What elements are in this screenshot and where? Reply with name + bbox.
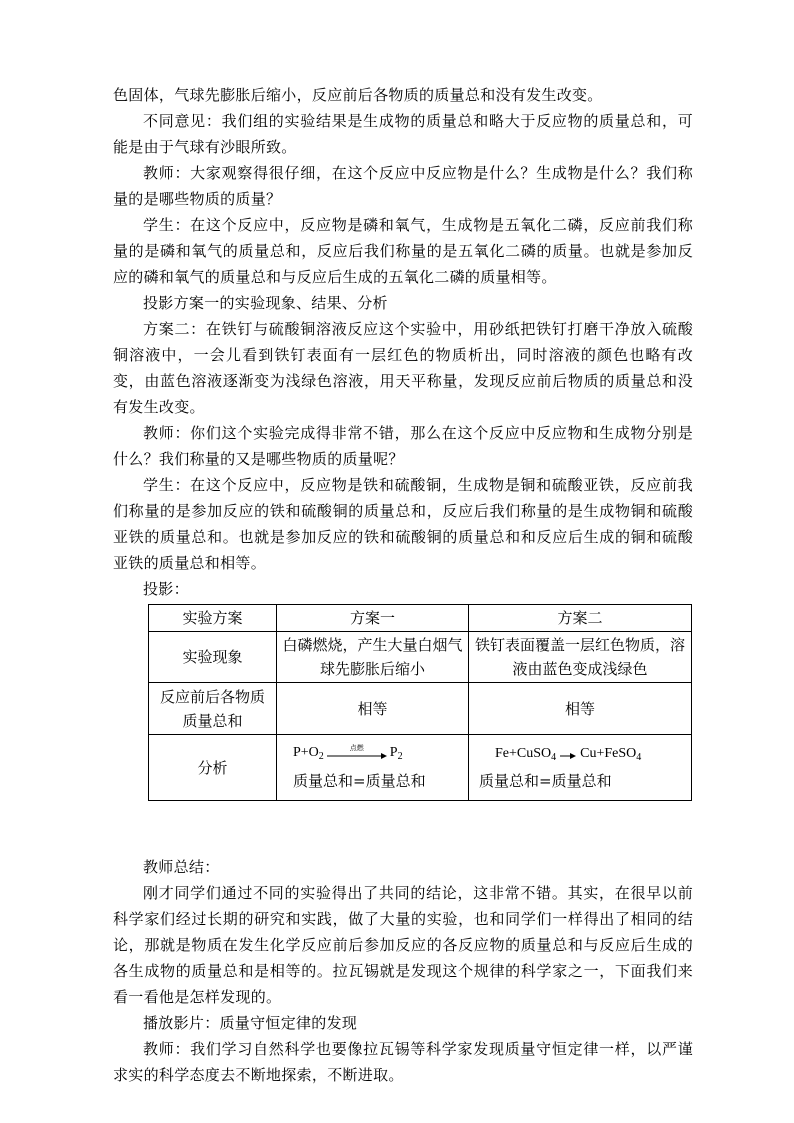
equation-subscript: 4	[636, 751, 642, 763]
paragraph-plan-two: 方案二：在铁钉与硫酸铜溶液反应这个实验中，用砂纸把铁钉打磨干净放入硫酸铜溶液中，一会儿看到铁钉表面有一层红色的物质析出，同时溶液的颜色也略有改变，由蓝色溶液逐渐变为浅绿色溶液，用天平称量，发现反应前后物质的质量总和没有发生改变。	[113, 320, 693, 416]
paragraph-student-answer-2: 学生：在这个反应中，反应物是铁和硫酸铜，生成物是铜和硫酸亚铁，反应前我们称量的是参加反应的铁和硫酸铜的质量总和，反应后我们称量的是生成物铜和硫酸亚铁的质量总和。也就是参加反应的铁和硫酸铜的质量总和和反应后生成的铜和硫酸亚铁的质量总和相等。	[113, 476, 693, 572]
table-header-row	[149, 605, 692, 632]
equation-iron	[473, 743, 687, 769]
table-cell: 反应前后各物质质量总和	[149, 683, 277, 735]
equation-reactants: P+O	[293, 744, 319, 760]
table-header-cell: 方案二	[469, 605, 692, 632]
paragraph-teacher-closing: 教师：我们学习自然科学也要像拉瓦锡等科学家发现质量守恒定律一样，以严谨求实的科学态度去不断地探索，不断进取。	[113, 1040, 693, 1084]
paragraph-teacher-question-2: 教师：你们这个实验完成得非常不错，那么在这个反应中反应物和生成物分别是什么？我们称量的又是哪些物质的质量呢？	[113, 424, 693, 468]
equation-products: P	[389, 744, 398, 760]
equation-subscript: 4	[551, 751, 557, 763]
equation-subscript: 2	[318, 750, 324, 762]
table-cell: 分析	[149, 735, 277, 801]
paragraph-projection-label: 投影：	[143, 580, 189, 598]
paragraph-projection-1: 投影方案一的实验现象、结果、分析	[143, 294, 388, 312]
reaction-condition: 点燃	[349, 743, 364, 752]
paragraph-continuation: 色固体，气球先膨胀后缩小，反应前后各物质的质量总和没有发生改变。	[113, 86, 603, 104]
table-cell: 相等	[469, 683, 692, 735]
reaction-arrow-icon	[560, 751, 576, 761]
table-header-cell: 方案一	[277, 605, 469, 632]
paragraph-film: 播放影片：质量守恒定律的发现	[143, 1014, 358, 1032]
table-cell: 相等	[277, 683, 469, 735]
paragraph-dissent: 不同意见：我们组的实验结果是生成物的质量总和略大于反应物的质量总和，可能是由于气球有沙眼所致。	[113, 112, 693, 156]
reaction-arrow-icon	[326, 744, 388, 766]
table-row	[149, 735, 692, 801]
equation-products: Cu+FeSO	[580, 745, 637, 761]
table-header-cell: 实验方案	[149, 605, 277, 632]
table-row	[149, 632, 692, 683]
paragraph-teacher-summary-label: 教师总结：	[143, 858, 220, 876]
equation-cell-plan-two	[469, 735, 692, 801]
table-row	[149, 683, 692, 735]
equation-cell-plan-one	[277, 735, 469, 801]
paragraph-student-answer-1: 学生：在这个反应中，反应物是磷和氧气，生成物是五氧化二磷，反应前我们称量的是磷和氧气的质量总和，反应后我们称量的是五氧化二磷的质量。也就是参加反应的磷和氧气的质量总和与反应后生成的五氧化二磷的质量相等。	[113, 216, 693, 286]
table-cell: 铁钉表面覆盖一层红色物质，溶液由蓝色变成浅绿色	[469, 632, 692, 683]
projection-table	[148, 604, 692, 801]
paragraph-summary: 刚才同学们通过不同的实验得出了共同的结论，这非常不错。其实，在很早以前科学家们经过长期的研究和实践，做了大量的实验，也和同学们一样得出了相同的结论，那就是物质在发生化学反应前后参加反应的各反应物的质量总和与反应后生成的各生成物的质量总和是相等的。拉瓦锡就是发现这个规律的科学家之一，下面我们来看一看他是怎样发现的。	[113, 884, 693, 1006]
table-cell: 实验现象	[149, 632, 277, 683]
equation-reactants: Fe+CuSO	[495, 745, 552, 761]
document-page	[113, 82, 693, 1088]
table-cell: 白磷燃烧，产生大量白烟气球先膨胀后缩小	[277, 632, 469, 683]
equation-phosphorus	[281, 742, 464, 768]
paragraph-teacher-question-1: 教师：大家观察得很仔细，在这个反应中反应物是什么？生成物是什么？我们称量的是哪些物质的质量？	[113, 164, 693, 208]
equation-subscript: 2	[397, 750, 403, 762]
equation-note: 质量总和=质量总和	[293, 771, 426, 790]
equation-note: 质量总和=质量总和	[479, 771, 612, 790]
